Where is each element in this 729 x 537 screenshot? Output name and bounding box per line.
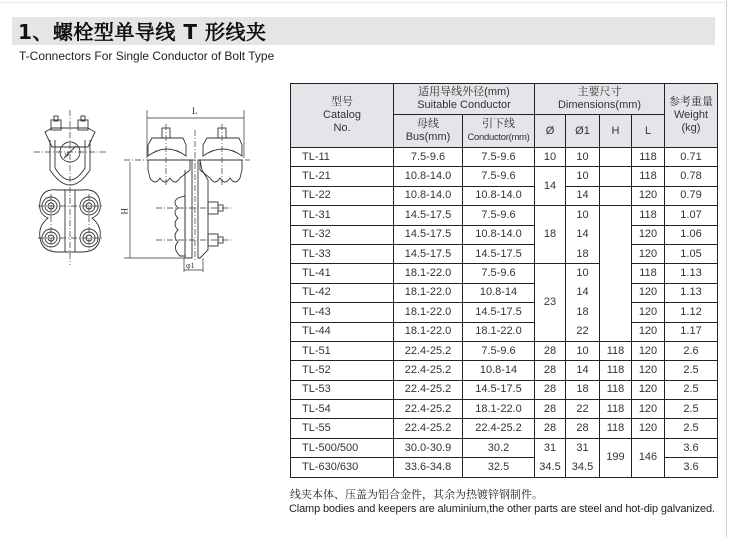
cell-weight: 2.5 — [665, 380, 718, 399]
cell-l: 118 — [632, 148, 665, 167]
cell-conductor: 7.5-9.6 — [463, 264, 535, 283]
cell-bus: 14.5-17.5 — [394, 206, 463, 225]
cell-catalog: TL-630/630 — [291, 458, 394, 477]
cell-h — [600, 167, 632, 186]
cell-phi1: 18 — [566, 303, 600, 322]
cell-phi1: 14 — [566, 361, 600, 380]
cell-h: 199 — [600, 438, 632, 477]
table-row — [291, 167, 718, 186]
cell-conductor: 10.8-14 — [463, 283, 535, 302]
cell-h: 118 — [600, 419, 632, 438]
cell-bus: 18.1-22.0 — [394, 283, 463, 302]
cell-catalog: TL-31 — [291, 206, 394, 225]
cell-phi1: 10 — [566, 167, 600, 186]
cell-bus: 22.4-25.2 — [394, 361, 463, 380]
cell-catalog: TL-44 — [291, 322, 394, 341]
table-row — [291, 303, 718, 322]
cell-weight: 1.06 — [665, 225, 718, 244]
cell-conductor: 22.4-25.2 — [463, 419, 535, 438]
cell-l: 120 — [632, 283, 665, 302]
table-row — [291, 400, 718, 419]
cell-bus: 22.4-25.2 — [394, 419, 463, 438]
table-row — [291, 322, 718, 341]
cell-phi: 28 — [535, 419, 566, 438]
table-row — [291, 186, 718, 205]
cell-phi1: 10 — [566, 341, 600, 360]
cell-bus: 22.4-25.2 — [394, 400, 463, 419]
table-row — [291, 419, 718, 438]
cell-conductor: 32.5 — [463, 458, 535, 477]
cell-catalog: TL-22 — [291, 186, 394, 205]
dimension-label-phi: φ — [65, 150, 70, 158]
cell-l: 120 — [632, 419, 665, 438]
connector-technical-drawing — [20, 90, 280, 280]
cell-phi1: 14 — [566, 283, 600, 302]
cell-h: 118 — [600, 361, 632, 380]
cell-catalog: TL-54 — [291, 400, 394, 419]
cell-conductor: 30.2 — [463, 438, 535, 457]
cell-catalog: TL-53 — [291, 380, 394, 399]
dimension-label-phi1: φ1 — [186, 261, 195, 270]
cell-h — [600, 148, 632, 167]
cell-phi1: 28 — [566, 419, 600, 438]
cell-catalog: TL-11 — [291, 148, 394, 167]
cell-catalog: TL-55 — [291, 419, 394, 438]
cell-conductor: 14.5-17.5 — [463, 303, 535, 322]
cell-h: 118 — [600, 380, 632, 399]
cell-catalog: TL-43 — [291, 303, 394, 322]
cell-weight: 2.5 — [665, 361, 718, 380]
cell-bus: 33.6-34.8 — [394, 458, 463, 477]
cell-conductor: 14.5-17.5 — [463, 244, 535, 263]
cell-phi1: 14 — [566, 225, 600, 244]
cell-catalog: TL-33 — [291, 244, 394, 263]
cell-conductor: 7.5-9.6 — [463, 148, 535, 167]
table-row — [291, 148, 718, 167]
cell-phi: 28 — [535, 400, 566, 419]
specification-table — [290, 83, 718, 478]
cell-weight: 2.5 — [665, 400, 718, 419]
cell-l: 118 — [632, 206, 665, 225]
cell-conductor: 10.8-14.0 — [463, 225, 535, 244]
cell-conductor: 7.5-9.6 — [463, 167, 535, 186]
cell-h — [600, 206, 632, 342]
cell-l: 146 — [632, 438, 665, 477]
cell-catalog: TL-21 — [291, 167, 394, 186]
table-row — [291, 341, 718, 360]
cell-l: 120 — [632, 400, 665, 419]
table-row — [291, 438, 718, 457]
cell-phi1: 10 — [566, 148, 600, 167]
cell-phi1: 22 — [566, 322, 600, 341]
top-divider — [0, 2, 727, 3]
header-dimensions: 主要尺寸 Dimensions(mm) — [535, 84, 665, 115]
side-view-drawing — [124, 110, 244, 272]
cell-bus: 7.5-9.6 — [394, 148, 463, 167]
header-phi1: Ø1 — [566, 115, 600, 148]
header-conductor: 引下线 Conductor(mm) — [463, 115, 535, 148]
cell-l: 120 — [632, 341, 665, 360]
cell-l: 120 — [632, 380, 665, 399]
cell-weight: 1.13 — [665, 264, 718, 283]
right-divider — [726, 0, 727, 537]
cell-bus: 18.1-22.0 — [394, 264, 463, 283]
cell-phi: 34.5 — [535, 458, 566, 477]
cell-phi: 10 — [535, 148, 566, 167]
cell-weight: 0.79 — [665, 186, 718, 205]
cell-catalog: TL-500/500 — [291, 438, 394, 457]
header-catalog: 型号 Catalog No. — [291, 84, 394, 148]
cell-bus: 18.1-22.0 — [394, 303, 463, 322]
header-bus: 母线 Bus(mm) — [394, 115, 463, 148]
dimension-label-H: H — [119, 208, 129, 215]
table-row — [291, 264, 718, 283]
cell-weight: 1.17 — [665, 322, 718, 341]
cell-weight: 3.6 — [665, 438, 718, 457]
cell-conductor: 18.1-22.0 — [463, 322, 535, 341]
header-phi: Ø — [535, 115, 566, 148]
cell-weight: 1.07 — [665, 206, 718, 225]
header-suitable-conductor: 适用导线外径(mm) Suitable Conductor — [394, 84, 535, 115]
cell-conductor: 7.5-9.6 — [463, 206, 535, 225]
footnote-chinese: 线夹本体、压盖为铝合金件，其余为热镀锌钢制件。 — [290, 488, 543, 501]
cell-l: 118 — [632, 264, 665, 283]
cell-l: 118 — [632, 167, 665, 186]
table-row — [291, 225, 718, 244]
cell-conductor: 10.8-14.0 — [463, 186, 535, 205]
cell-weight: 1.13 — [665, 283, 718, 302]
cell-weight: 1.12 — [665, 303, 718, 322]
cell-bus: 22.4-25.2 — [394, 380, 463, 399]
cell-bus: 22.4-25.2 — [394, 341, 463, 360]
cell-catalog: TL-41 — [291, 264, 394, 283]
cell-weight: 3.6 — [665, 458, 718, 477]
cell-weight: 2.6 — [665, 341, 718, 360]
table-row — [291, 380, 718, 399]
cell-phi1: 14 — [566, 186, 600, 205]
header-l: L — [632, 115, 665, 148]
cell-conductor: 10.8-14 — [463, 361, 535, 380]
cell-phi1: 18 — [566, 380, 600, 399]
table-row — [291, 283, 718, 302]
cell-phi: 28 — [535, 361, 566, 380]
table-row — [291, 206, 718, 225]
cell-l: 120 — [632, 361, 665, 380]
cell-phi: 18 — [535, 206, 566, 264]
cell-catalog: TL-52 — [291, 361, 394, 380]
cell-phi: 28 — [535, 341, 566, 360]
cell-phi1: 34.5 — [566, 458, 600, 477]
cell-phi: 28 — [535, 380, 566, 399]
cell-bus: 18.1-22.0 — [394, 322, 463, 341]
cell-l: 120 — [632, 225, 665, 244]
footnote-english: Clamp bodies and keepers are aluminium,the other parts are steel and hot-dip galvanized. — [289, 503, 715, 515]
cell-conductor: 14.5-17.5 — [463, 380, 535, 399]
cell-l: 120 — [632, 322, 665, 341]
cell-phi1: 10 — [566, 206, 600, 225]
cell-phi1: 31 — [566, 438, 600, 457]
cell-conductor: 18.1-22.0 — [463, 400, 535, 419]
cell-bus: 30.0-30.9 — [394, 438, 463, 457]
table-header-row-1 — [291, 84, 718, 115]
cell-conductor: 7.5-9.6 — [463, 341, 535, 360]
cell-phi1: 18 — [566, 244, 600, 263]
cell-catalog: TL-32 — [291, 225, 394, 244]
cell-h: 118 — [600, 341, 632, 360]
cell-bus: 10.8-14.0 — [394, 167, 463, 186]
header-h: H — [600, 115, 632, 148]
cell-weight: 0.71 — [665, 148, 718, 167]
cell-catalog: TL-42 — [291, 283, 394, 302]
cell-weight: 1.05 — [665, 244, 718, 263]
cell-bus: 14.5-17.5 — [394, 225, 463, 244]
cell-l: 120 — [632, 303, 665, 322]
page-title: 1、螺栓型单导线 T 形线夹 — [18, 20, 267, 44]
cell-bus: 10.8-14.0 — [394, 186, 463, 205]
cell-phi1: 22 — [566, 400, 600, 419]
cell-weight: 0.78 — [665, 167, 718, 186]
cell-l: 120 — [632, 186, 665, 205]
table-row — [291, 361, 718, 380]
cell-weight: 2.5 — [665, 419, 718, 438]
dimension-label-L: L — [192, 106, 198, 116]
cell-bus: 14.5-17.5 — [394, 244, 463, 263]
cell-phi: 23 — [535, 264, 566, 342]
cell-phi: 31 — [535, 438, 566, 457]
header-weight: 参考重量 Weight (kg) — [665, 84, 718, 148]
cell-h: 118 — [600, 400, 632, 419]
cell-catalog: TL-51 — [291, 341, 394, 360]
cell-phi: 14 — [535, 167, 566, 206]
cell-l: 120 — [632, 244, 665, 263]
page-subtitle: T-Connectors For Single Conductor of Bolt Type — [19, 49, 275, 63]
cell-phi1: 10 — [566, 264, 600, 283]
table-row — [291, 244, 718, 263]
cell-h — [600, 186, 632, 205]
